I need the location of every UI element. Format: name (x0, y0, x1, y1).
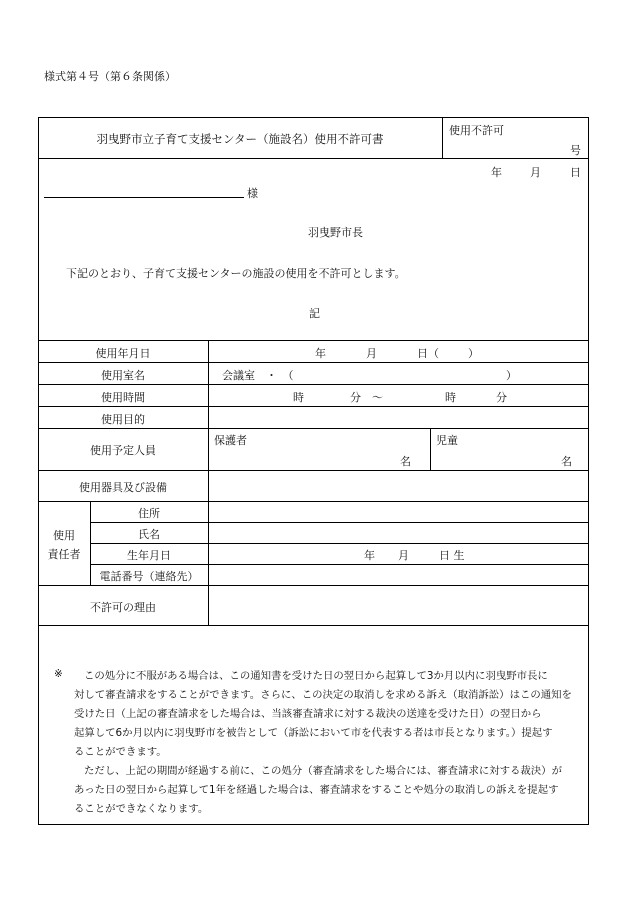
rule (38, 362, 589, 363)
rule-title-bottom (38, 158, 589, 159)
footnote-mark: ※ (54, 668, 63, 680)
people-label: 使用予定人員 (90, 444, 156, 457)
permit-number-suffix: 号 (570, 144, 581, 157)
footnote-line: ることができます。 (74, 746, 167, 758)
rule-people-divider (430, 428, 431, 470)
footnote-line: ただし、上記の期間が経過する前に、この処分（審査請求をした場合には、審査請求に対する裁決）が (84, 765, 562, 777)
birth-day: 日 生 (439, 549, 465, 562)
issuer-name: 羽曳野市長 (308, 226, 363, 239)
rule-notice-bottom (38, 340, 589, 341)
rule-reason-bottom (38, 625, 589, 626)
time-start-hour: 時 (293, 391, 304, 404)
use-date-label: 使用年月日 (95, 347, 151, 360)
time-end-hour: 時 (445, 391, 456, 404)
ki-mark: 記 (309, 307, 320, 320)
reason-label: 不許可の理由 (90, 601, 156, 614)
use-date-month: 月 (366, 347, 377, 360)
responsible-label-line1: 使用 (53, 529, 75, 542)
time-start-minute: 分 ～ (350, 391, 383, 404)
rule (38, 428, 589, 429)
birth-year: 年 (364, 549, 375, 562)
rule (90, 564, 589, 565)
permit-number-label: 使用不許可 (449, 124, 504, 137)
rule (90, 543, 589, 544)
footnote-line: 受けた日（上記の審査請求をした場合は、当該審査請求に対する裁決の送達を受けた日）の翌日から (74, 708, 542, 720)
equipment-label: 使用器具及び設備 (79, 481, 167, 494)
rule (38, 406, 589, 407)
use-date-close: ） (468, 347, 479, 360)
guardian-label: 保護者 (214, 434, 247, 447)
use-date-year: 年 (315, 347, 326, 360)
room-label: 使用室名 (101, 369, 145, 382)
notice-body: 下記のとおり、子育て支援センターの施設の使用を不許可とします。 (66, 267, 406, 280)
responsible-label-line2: 責任者 (47, 548, 81, 561)
birthdate-label: 生年月日 (127, 549, 171, 562)
child-label: 児童 (436, 434, 458, 447)
notice-date-year: 年 (491, 166, 502, 179)
form-number: 様式第４号（第６条関係） (44, 70, 176, 83)
rule (38, 470, 589, 471)
rule (38, 384, 589, 385)
use-date-day: 日（ (417, 347, 439, 360)
footnote-line: この処分に不服がある場合は、この通知書を受けた日の翌日から起算して3か月以内に羽曳野市長に (84, 670, 548, 682)
footnote-line: あった日の翌日から起算して1年を経過した場合は、審査請求をすることや処分の取消しの訴えを提起す (74, 784, 559, 796)
form-title: 羽曳野市立子育て支援センター（施設名）使用不許可書 (96, 132, 384, 146)
rule-title-divider (442, 117, 443, 158)
child-unit: 名 (561, 455, 572, 468)
rule (38, 585, 589, 586)
rule (90, 522, 589, 523)
time-end-minute: 分 (496, 391, 507, 404)
rule-label-column (208, 340, 209, 625)
notice-date-day: 日 (570, 166, 581, 179)
rule (38, 501, 589, 502)
name-label: 氏名 (138, 528, 160, 541)
phone-label: 電話番号（連絡先） (99, 570, 199, 583)
purpose-label: 使用目的 (101, 413, 145, 426)
room-value: 会議室 ・ （ (222, 369, 294, 382)
birth-month: 月 (398, 549, 409, 562)
addressee-line (44, 197, 244, 198)
room-close: ） (506, 369, 517, 382)
guardian-unit: 名 (400, 455, 411, 468)
footnote-line: ることができなくなります。 (74, 803, 209, 815)
addressee-suffix: 様 (247, 187, 258, 200)
address-label: 住所 (138, 507, 160, 520)
time-label: 使用時間 (101, 391, 145, 404)
footnote-line: 対して審査請求をすることができます。さらに、この決定の取消しを求める訴え（取消訴訟）はこの通知を (74, 689, 572, 701)
notice-date-month: 月 (530, 166, 541, 179)
footnote-line: 起算して6か月以内に羽曳野市を被告として（訴訟において市を代表する者は市長となります。）提起す (74, 727, 553, 739)
